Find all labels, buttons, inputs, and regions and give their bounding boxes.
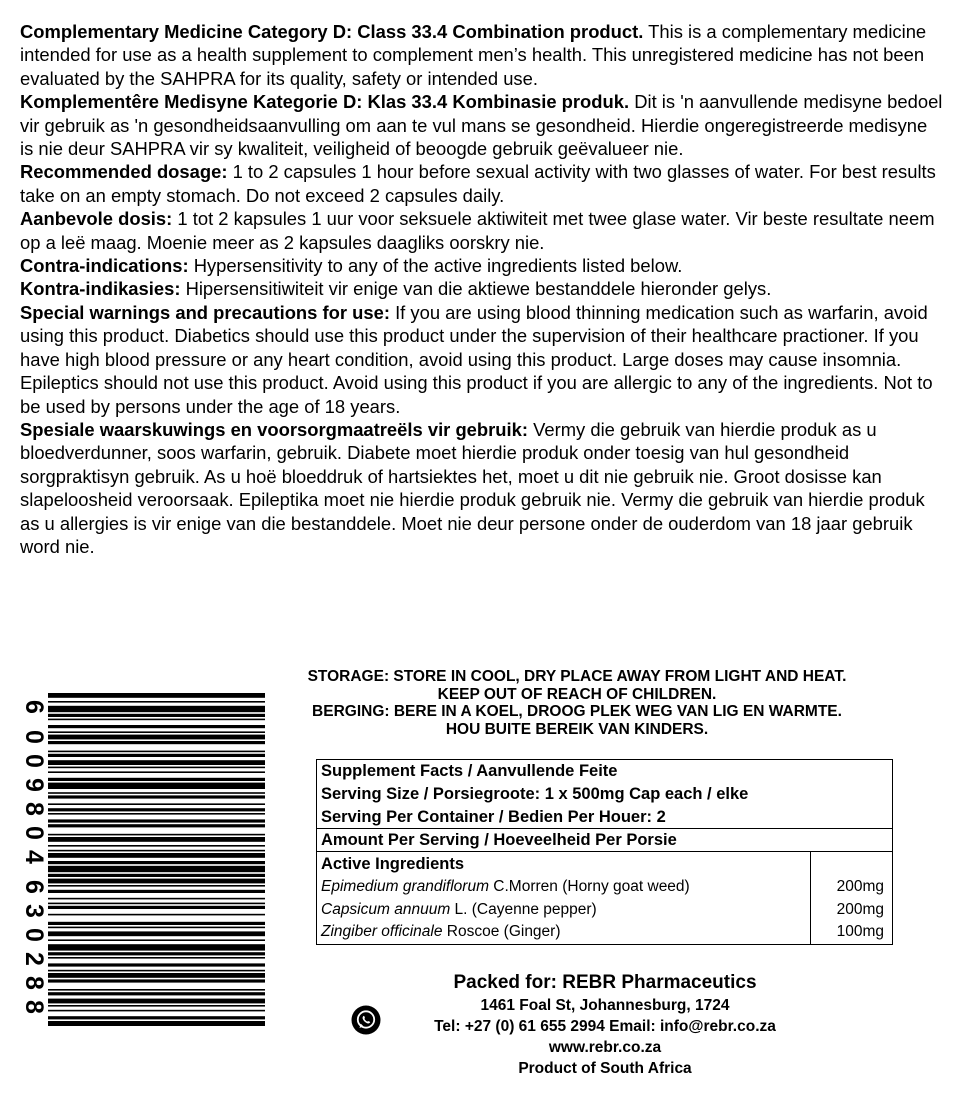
ingredient-amount: 100mg [836, 923, 884, 940]
ingredient-amount: 200mg [836, 900, 884, 918]
barcode-bar [48, 741, 265, 744]
barcode-bar [48, 837, 265, 842]
barcode-bar [48, 808, 265, 811]
packed-address: 1461 Foal St, Johannesburg, 1724 [480, 997, 730, 1014]
barcode-bar [48, 992, 265, 995]
barcode-bar [48, 989, 265, 991]
barcode-digit: 0 [20, 730, 48, 744]
barcode-bar [48, 939, 265, 941]
active-ingredients-header: Active Ingredients [321, 855, 465, 873]
barcode-digit: 0 [20, 754, 48, 768]
barcode-bar [48, 751, 265, 753]
barcode-digit: 8 [20, 802, 48, 816]
barcode-digit: 8 [20, 1000, 48, 1014]
ingredient-name: Epimedium grandiflorum C.Morren (Horny goat weed) [321, 878, 690, 895]
barcode-bar [48, 706, 265, 712]
facts-serving-size: Serving Size / Porsiegroote: 1 x 500mg Cap each / elke [321, 785, 749, 803]
section-contra-en: Contra-indications: Hypersensitivity to any of the active ingredients listed below. [20, 255, 683, 277]
section-category-af: Komplementêre Medisyne Kategorie D: Klas 33.4 Kombinasie produk. Dit is 'n aanvullende medisyne bedoel vir gebruik as 'n gesondheidsaanvulling om aan te vul mans se gesondheid. Hierdie ongeregistreerde medisyne is nie deur SAHPRA vir sy kwaliteit, veiligheid of beoogde gebruik geëvalueer nie. [20, 91, 943, 160]
facts-title: Supplement Facts / Aanvullende Feite [321, 762, 618, 780]
barcode-digits [20, 693, 48, 1026]
barcode-bar [48, 931, 265, 936]
packed-website: www.rebr.co.za [548, 1039, 662, 1056]
storage-line: KEEP OUT OF REACH OF CHILDREN. [437, 685, 717, 703]
barcode-digit: 2 [20, 952, 48, 966]
barcode-bar [48, 999, 265, 1004]
facts-amount-header: Amount Per Serving / Hoeveelheid Per Porsie [317, 829, 892, 852]
label-text [20, 20, 945, 558]
barcode-bar [48, 824, 265, 827]
barcode-digit: 0 [20, 928, 48, 942]
barcode-bar [48, 813, 265, 815]
facts-servings-per-container: Serving Per Container / Bedien Per Houer: 2 [317, 806, 892, 829]
ingredient-amounts [811, 852, 892, 944]
barcode-icon [48, 693, 265, 1026]
barcode-bar [48, 1021, 265, 1026]
barcode-digit: 0 [20, 826, 48, 840]
barcode-bar [48, 1010, 265, 1012]
barcode-bar [48, 725, 265, 728]
barcode-digit: 6 [20, 700, 48, 714]
barcode-bar [48, 963, 265, 966]
ingredient-names [317, 852, 811, 944]
barcode-digit: 3 [20, 904, 48, 918]
barcode-bar [48, 861, 265, 864]
barcode-bar [48, 760, 265, 765]
barcode-bar [48, 866, 265, 872]
barcode-bar [48, 885, 265, 887]
barcode-bar [48, 693, 265, 698]
barcode-bar [48, 879, 265, 884]
packed-origin: Product of South Africa [518, 1060, 692, 1077]
barcode-bar [48, 754, 265, 757]
storage-line: HOU BUITE BEREIK VAN KINDERS. [445, 720, 709, 738]
ingredient-name: Capsicum annuum L. (Cayenne pepper) [321, 900, 597, 918]
section-warnings-af: Spesiale waarskuwings en voorsorgmaatreëls vir gebruik: Vermy die gebruik van hierdie produk as u bloedverdunner, soos warfarin, gebruik. Diabete moet hierdie produk onder toesig van hul gesondheid sorgpraktisyn gebruik. As u hoë bloeddruk of hartsiektes het, moet u dit nie gebruik nie. Groot dosisse kan slapeloosheid veroorsaak. Epileptika moet nie hierdie produk gebruik nie. Vermy die gebruik van hierdie produk as u allergies is vir enige van die bestanddele. Moet nie deur persone onder de ouderdom van 18 jaar gebruik word nie. [20, 418, 925, 557]
storage-line: BERGING: BERE IN A KOEL, DROOG PLEK WEG VAN LIG EN WARMTE. [312, 703, 842, 720]
barcode-bar [48, 903, 265, 905]
barcode-bar [48, 898, 265, 900]
barcode-bar [48, 778, 265, 781]
packed-title: Packed for: REBR Pharmaceutics [453, 972, 757, 993]
barcode-bar [48, 792, 265, 794]
barcode [20, 693, 265, 1026]
section-contra-af: Kontra-indikasies: Hipersensitiwiteit vir enige van die aktiewe bestanddele hieronder gelys. [20, 278, 772, 300]
barcode-bar [48, 803, 265, 805]
ingredient-name: Zingiber officinale Roscoe (Ginger) [321, 923, 561, 940]
barcode-bar [48, 850, 265, 852]
section-dosage-af: Aanbevole dosis: 1 tot 2 kapsules 1 uur voor seksuele aktiwiteit met twee glase water. Vir beste resultate neem op a leë maag. Moenie meer as 2 kapsules daagliks oorskry nie. [20, 208, 935, 253]
section-warnings-en: Special warnings and precautions for use: If you are using blood thinning medication such as warfarin, avoid using this product. Diabetics should use this product under the supervision of their healthcare practioner. If you have high blood pressure or any heart condition, avoid using this product. Large doses may cause insomnia. Epileptics should not use this product. Avoid using this product if you are allergic to any of the ingredients. Not to be used by persons under the age of 18 years. [20, 301, 933, 417]
barcode-bar [48, 922, 265, 925]
ingredient-amount: 200mg [836, 878, 884, 895]
section-dosage-en: Recommended dosage: 1 to 2 capsules 1 hour before sexual activity with two glasses of water. For best results take on an empty stomach. Do not exceed 2 capsules daily. [20, 161, 936, 206]
barcode-digit: 6 [20, 880, 48, 894]
barcode-bar [48, 952, 265, 955]
packed-for-info [340, 970, 870, 1079]
storage-info [262, 668, 892, 738]
barcode-bar [48, 795, 265, 798]
barcode-bar [48, 783, 265, 789]
barcode-bar [48, 819, 265, 822]
barcode-bar [48, 719, 265, 721]
barcode-bar [48, 1005, 265, 1007]
barcode-bar [48, 834, 265, 836]
barcode-bar [48, 927, 265, 929]
barcode-bar [48, 906, 265, 909]
barcode-bar [48, 731, 265, 733]
barcode-bar [48, 1016, 265, 1019]
barcode-digit: 8 [20, 976, 48, 990]
barcode-bar [48, 714, 265, 717]
barcode-bar [48, 970, 265, 972]
barcode-bar [48, 890, 265, 893]
packed-contact: Tel: +27 (0) 61 655 2994 Email: info@rebr.co.za [434, 1018, 776, 1035]
barcode-bar [48, 735, 265, 740]
storage-line: STORAGE: STORE IN COOL, DRY PLACE AWAY FROM LIGHT AND HEAT. [307, 668, 847, 685]
section-category-en: Complementary Medicine Category D: Class 33.4 Combination product. This is a complementary medicine intended for use as a health supplement to complement men’s health. This unregistered medicine has not been evaluated by the SAHPRA for its quality, safety or intended use. [20, 21, 927, 89]
barcode-bar [48, 767, 265, 769]
barcode-digit: 9 [20, 778, 48, 792]
barcode-bar [48, 957, 265, 959]
barcode-bar [48, 914, 265, 916]
barcode-bar [48, 845, 265, 847]
barcode-bar [48, 771, 265, 773]
barcode-bar [48, 973, 265, 978]
barcode-bar [48, 701, 265, 703]
barcode-digit: 4 [20, 850, 48, 864]
barcode-bar [48, 979, 265, 982]
facts-ingredients [317, 852, 892, 944]
supplement-facts-table [316, 759, 893, 945]
barcode-bar [48, 853, 265, 858]
barcode-bar [48, 944, 265, 950]
barcode-bar [48, 874, 265, 877]
